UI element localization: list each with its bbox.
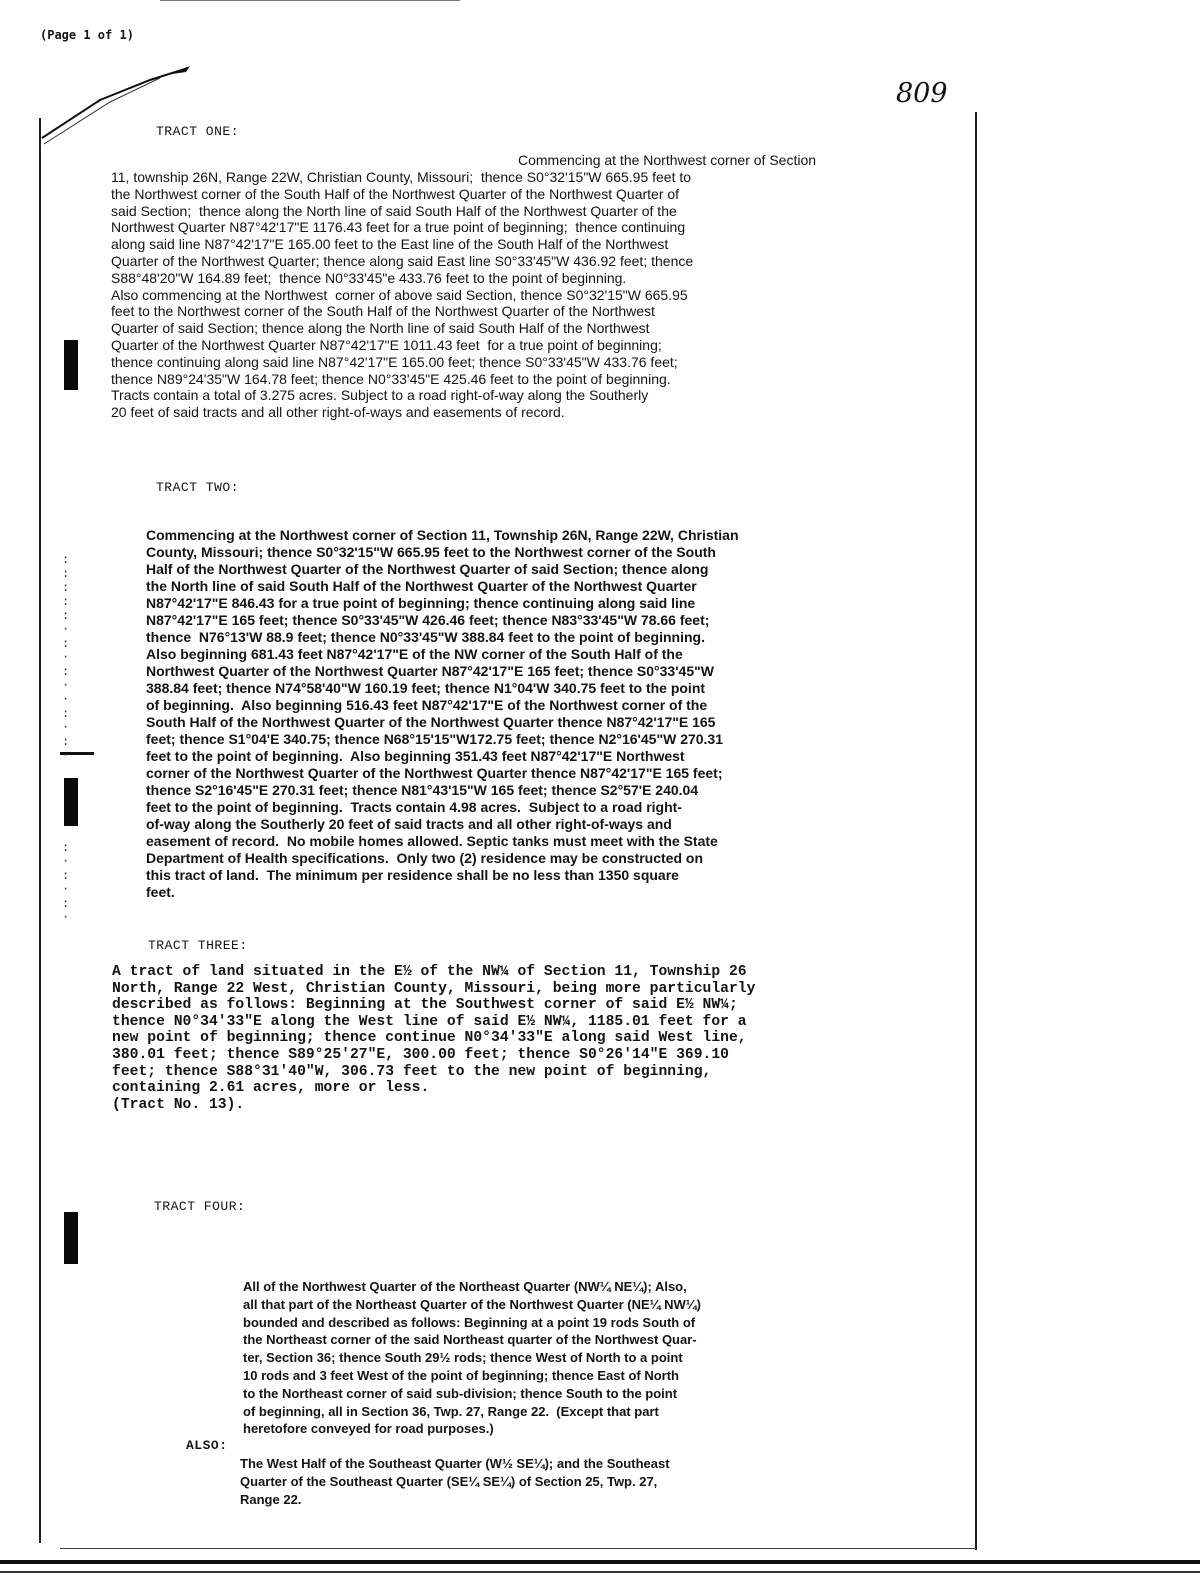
scan-black-bar xyxy=(64,778,78,826)
tract-one-description: 11, township 26N, Range 22W, Christian County, Missouri; thence S0°32'15"W 665.95 feet to the Northwest corner of the South Half of the Northwest Quarter of the Northwest Quarter of said Section; thence along the North line of said South Half of the Northwest Quarter of the Northwest Quarter N87°42'17"E 1176.43 feet for a true point of beginning; thence continuing along said line N87°42'17"E 165.00 feet to the East line of the South Half of the Northwest Quarter of the Northwest Quarter; thence along said East line S0°33'45"W 436.92 feet; thence S88°48'20"W 164.89 feet; thence N0°33'45"e 433.76 feet to the point of beginning. Also commencing at the Northwest corner of above said Section, thence S0°32'15"W 665.95 feet to the Northwest corner of the South Half of the Northwest Quarter of the Northwest Quarter of said Section; thence along the North line of said South Half of the Northwest Quarter of the Northwest Quarter N87°42'17"E 1011.43 feet for a true point of beginning; thence continuing along said line N87°42'17"E 165.00 feet; thence S0°33'45"W 433.76 feet; thence N89°24'35"W 164.78 feet; thence N0°33'45"E 425.46 feet to the point of beginning. Tracts contain a total of 3.275 acres. Subject to a road right-of-way along the Southerly 20 feet of said tracts and all other right-of-ways and easements of record. xyxy=(111,169,694,421)
tract-four-heading: TRACT FOUR: xyxy=(154,1199,246,1214)
handwritten-page-number: 809 xyxy=(896,78,948,109)
scan-top-rule xyxy=(160,0,460,1)
scan-black-bar xyxy=(64,340,78,390)
tract-one-lead: Commencing at the Northwest corner of Section xyxy=(518,152,817,168)
margin-speckles: : : : : : · : · : · · : · : · xyxy=(62,552,70,762)
tract-one-heading: TRACT ONE: xyxy=(156,124,240,139)
document-frame-right xyxy=(975,112,977,1550)
document-frame-bottom xyxy=(60,1548,976,1549)
scan-bottom-rule xyxy=(0,1560,1200,1564)
tract-two-description: Commencing at the Northwest corner of Section 11, Township 26N, Range 22W, Christian County, Missouri; thence S0°32'15"W 665.95 feet to the Northwest corner of the South Half of the Northwest Quarter of the Northwest Quarter of said Section; thence along the North line of said South Half of the Northwest Quarter of the Northwest Quarter N87°42'17"E 846.43 for a true point of beginning; thence continuing along said line N87°42'17"E 165 feet; thence S0°33'45"W 426.46 feet; thence N83°33'45"W 78.66 feet; thence N76°13'W 88.9 feet; thence N0°33'45"W 388.84 feet to the point of beginning. Also beginning 681.43 feet N87°42'17"E of the NW corner of the South Half of the Northwest Quarter of the Northwest Quarter N87°42'17"E 165 feet; thence S0°33'45"W 388.84 feet; thence N74°58'40"W 160.19 feet; thence N1°04'W 340.75 feet to the point of beginning. Also beginning 516.43 feet N87°42'17"E of the Northwest corner of the South Half of the Northwest Quarter of the Northwest Quarter thence N87°42'17"E 165 feet; thence S1°04'E 340.75; thence N68°15'15"W172.75 feet; thence N2°16'45"W 270.31 feet to the point of beginning. Also beginning 351.43 feet N87°42'17"E Northwest corner of the Northwest Quarter of the Northwest Quarter thence N87°42'17"E 165 feet; thence S2°16'45"E 270.31 feet; thence N81°43'15"W 165 feet; thence S2°57'E 240.04 feet to the point of beginning. Tracts contain 4.98 acres. Subject to a road right- of-way along the Southerly 20 feet of said tracts and all other right-of-ways and easement of record. No mobile homes allowed. Septic tanks must meet with the State Department of Health specifications. Only two (2) residence may be constructed on this tract of land. The minimum per residence shall be no less than 1350 square feet. xyxy=(146,527,739,900)
tract-four-description: All of the Northwest Quarter of the Northeast Quarter (NW¼ NE¼); Also, all that part of the Northeast Quarter of the Northwest Quarter (NE¼ NW¼) bounded and described as follows: Beginning at a point 19 rods South of the Northeast corner of the said Northeast quarter of the Northwest Quar- ter, Section 36; thence South 29½ rods; thence West of North to a point 10 rods and 3 feet West of the point of beginning; thence East of North to the Northeast corner of said sub-division; thence South to the point of beginning, all in Section 36, Twp. 27, Range 22. (Except that part heretofore conveyed for road purposes.) xyxy=(243,1279,701,1437)
document-frame-left xyxy=(39,118,41,1543)
tract-four-also-label: ALSO: xyxy=(186,1438,228,1453)
scan-black-bar xyxy=(64,1212,78,1264)
tract-three-heading: TRACT THREE: xyxy=(148,938,248,953)
tract-four-also-description: The West Half of the Southeast Quarter (W½ SE¼); and the Southeast Quarter of the Southeast Quarter (SE¼ SE¼) of Section 25, Twp. 27, Range 22. xyxy=(240,1456,670,1507)
page-label: (Page 1 of 1) xyxy=(40,28,134,42)
tract-three-description: A tract of land situated in the E½ of the NW¼ of Section 11, Township 26 North, Range 22 West, Christian County, Missouri, being more particularly described as follows: Beginning at the Southwest corner of said E½ NW¼; thence N0°34'33"E along the West line of said E½ NW¼, 1185.01 feet for a new point of beginning; thence continue N0°34'33"E along said West line, 380.01 feet; thence S89°25'27"E, 300.00 feet; thence S0°26'14"E 369.10 feet; thence S88°31'40"W, 306.73 feet to the new point of beginning, containing 2.61 acres, more or less. (Tract No. 13). xyxy=(112,964,756,1113)
margin-speckles: : · : · : · xyxy=(62,840,70,924)
scan-bottom-rule xyxy=(0,1571,1200,1573)
tract-two-heading: TRACT TWO: xyxy=(156,480,240,495)
